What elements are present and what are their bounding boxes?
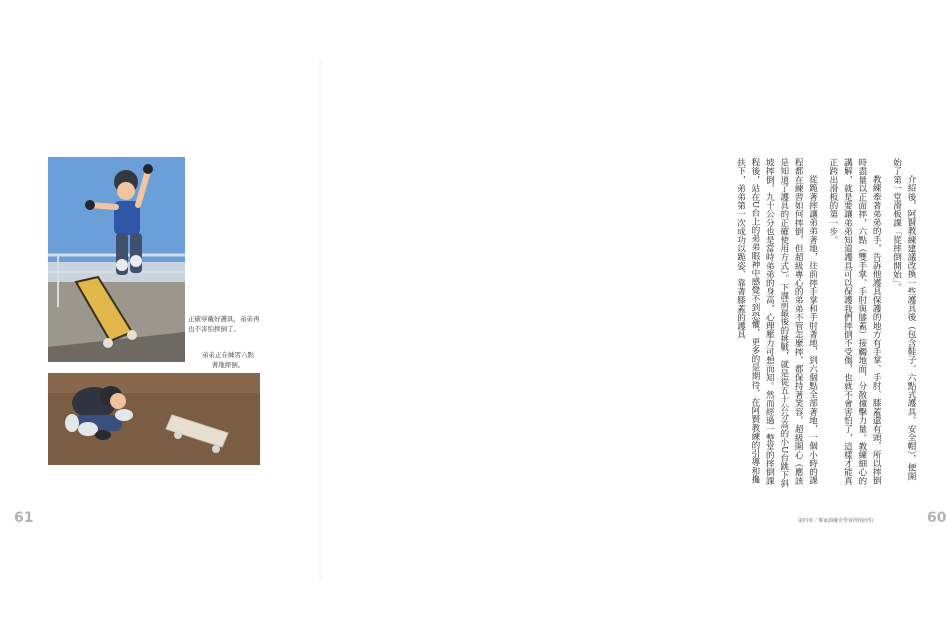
photo-caption-top: 正確穿戴好護具，弟弟再也不害怕摔倒了。	[188, 315, 260, 333]
paragraph: 從跪著摔讓弟弟著地，往前摔手掌和手肘著地，到六個點全部著地，一個小時的課程都在練習如何摔倒，但超級專心的弟弟不管怎麼摔，都保持著笑容，超級開心（應該是知道了護具的正確使用方式）。下課前最後的挑戰，就是從五十公分高的小U台跳下斜坡摔倒，九十公分也是當時弟弟的身高，心理壓力可想而知。然而經過一整堂的摔倒課程後，站在U台上的弟弟眼神中感覺不到恐懼，更多的是期待，在阿賢教練的引導和攙扶下，弟弟第一次成功以跪姿、靠著膝蓋的護具	[735, 158, 818, 488]
running-header: 第四章／專家訓練企學會摔倒而怕	[798, 518, 874, 524]
photo-skateboarding-illustration	[48, 157, 185, 362]
page-number-left: 61	[14, 510, 34, 526]
right-page	[320, 0, 946, 640]
paragraph: 教練牽著弟弟的手，告訴他護具保護的地方有手掌、手肘、膝蓋還有頭，所以摔倒時盡量以正面摔，六點（雙手掌、手肘與膝蓋）接觸地面，分散撞擊力量。教練細心的講解，就是要讓弟弟知道護具可以保護我們摔倒不受傷，也就不會害怕了，這樣才能真正跨出滑板的第一步。	[827, 158, 882, 485]
paragraph: 介紹後，阿賢教練建議改換一些護具後（包含鞋子、六點式護具、安全帽），便開始了第一堂滑板課「從摔倒開始」。	[891, 158, 916, 481]
photo-skateboarding-child	[48, 157, 185, 362]
left-page	[0, 0, 320, 640]
body-text-vertical	[698, 158, 918, 488]
photo-falling-illustration	[48, 373, 260, 465]
page-number-right: 60	[927, 510, 946, 526]
photo-falling-practice	[48, 373, 260, 465]
photo-caption-bottom: 弟弟正在練習六點著地摔倒。	[202, 351, 254, 369]
